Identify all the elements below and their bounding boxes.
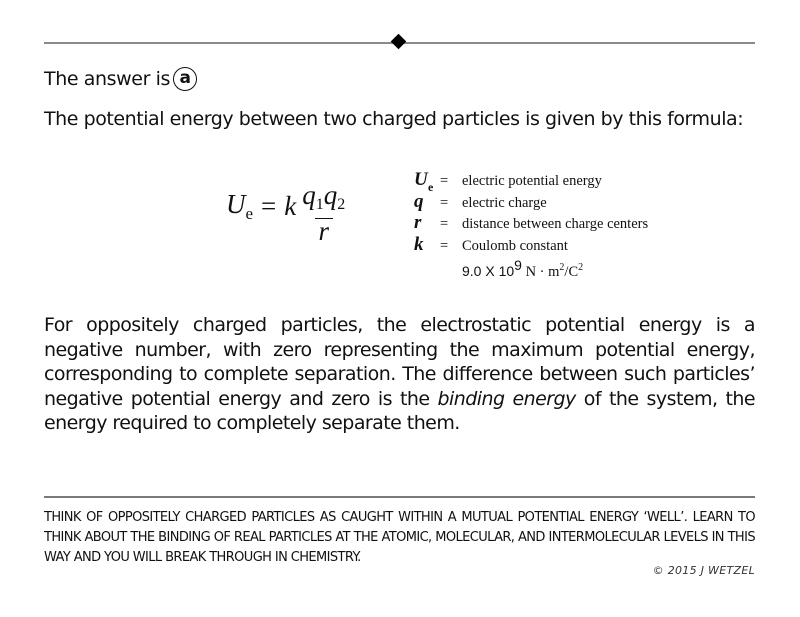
copyright: © 2015 J WETZEL (652, 564, 755, 577)
footer-note: THINK OF OPPOSITELY CHARGED PARTICLES AS CAUGHT WITHIN A MUTUAL POTENTIAL ENERGY ‘WELL’. LEARN TO THINK ABOUT THE BINDING OF REAL PARTICLES AT THE ATOMIC, MOLECULAR, AND INTERMOLECULAR LEVELS IN THIS WAY AND YOU WILL BREAK THROUGH IN CHEMISTRY. (44, 510, 755, 565)
legend-row-potential-energy: U e = electric potential energy (414, 169, 602, 194)
formula-numerator: q1q2 (302, 180, 346, 213)
coulomb-constant-value: 9.0 X $10^9$ $N \cdot m^2/C^2$ (462, 257, 584, 280)
intro-text: The potential energy between two charged particles is given by this formula: (44, 108, 744, 130)
legend-row-coulomb-constant: k = Coulomb constant (414, 233, 568, 255)
bottom-divider (44, 496, 755, 498)
coulomb-formula (226, 170, 346, 246)
formula-equals: = (261, 191, 277, 221)
diamond-ornament-icon (391, 34, 407, 50)
answer-statement (44, 66, 197, 92)
variable-legend (414, 170, 648, 282)
formula-fraction (302, 180, 346, 246)
answer-choice-badge: a (173, 67, 197, 91)
binding-energy-term: binding energy (437, 387, 576, 410)
legend-row-distance: r = distance between charge centers (414, 212, 649, 233)
explanation-paragraph: For oppositely charged particles, the electrostatic potential energy is a negative number, with zero representing the maximum potential energy, corresponding to complete separation. The difference between such particles’ negative potential energy and zero is the binding energy of the system, the energy required to completely separate them. (44, 314, 755, 434)
answer-prefix: The answer is (44, 68, 171, 90)
formula-constant: k (284, 191, 297, 221)
legend-row-charge: q = electric charge (414, 190, 547, 212)
formula-lhs: $U_e$ (226, 189, 254, 223)
formula-denominator: r (315, 218, 334, 243)
